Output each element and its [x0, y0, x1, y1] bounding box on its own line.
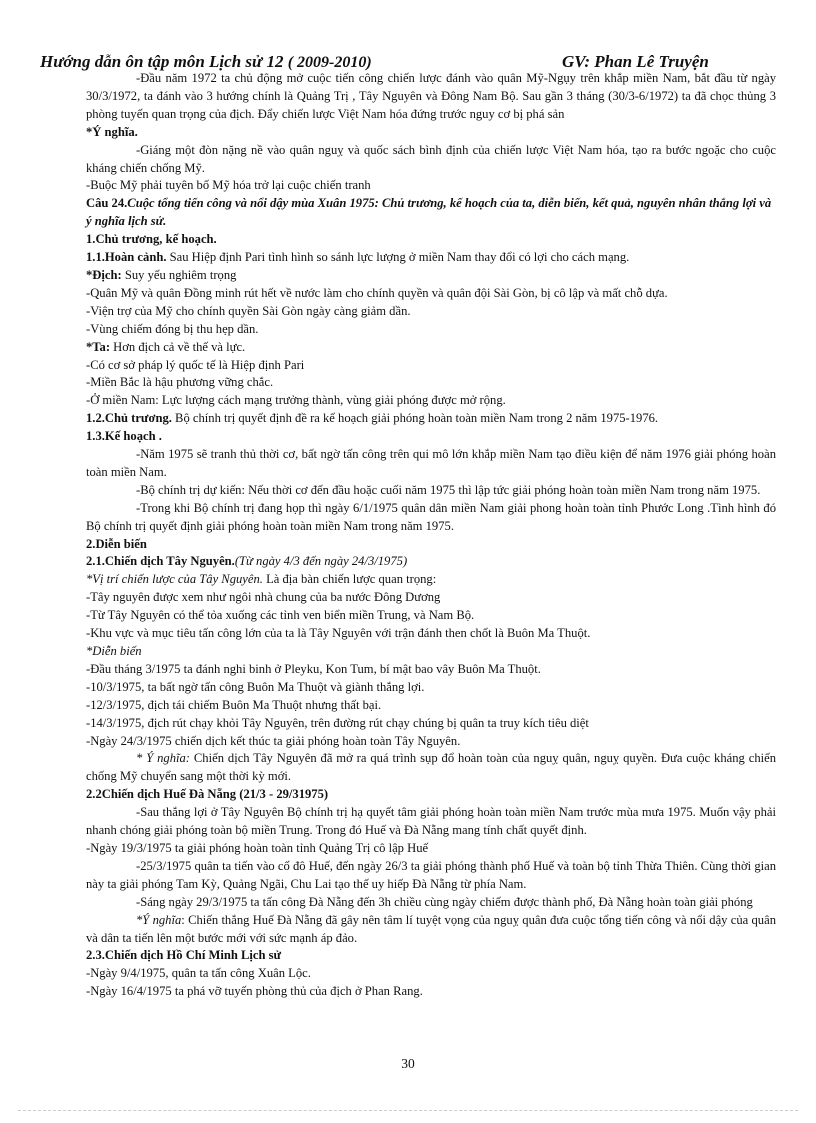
list-item: -10/3/1975, ta bất ngờ tấn công Buôn Ma Thuột và giành thắng lợi.	[86, 679, 425, 694]
paragraph: -Buộc Mỹ phải tuyên bố Mỹ hóa trở lại cuộc chiến tranh	[86, 178, 371, 193]
question-24: Câu 24.Cuộc tổng tiến công và nổi dậy mùa Xuân 1975: Chủ trương, kế hoạch của ta, diễn biến, kết quả, nguyên nhân thắng lợi và ý nghĩa lịch sử.	[86, 196, 772, 229]
list-item: -Có cơ sở pháp lý quốc tế là Hiệp định Pari	[86, 357, 305, 372]
list-item: -Ngày 24/3/1975 chiến dịch kết thúc ta giải phóng hoàn toàn Tây Nguyên.	[86, 733, 461, 748]
header-course-title: Hướng dẫn ôn tập môn Lịch sử 12 ( 2009-2010)	[40, 52, 372, 71]
list-item: -Năm 1975 sẽ tranh thủ thời cơ, bất ngờ tấn công trên qui mô lớn khắp miền Nam tạo điều kiện để năm 1976 giải phóng hoàn toàn miền Nam.	[86, 447, 776, 479]
heading-y-nghia: *Ý nghĩa.	[86, 124, 138, 139]
list-item: -25/3/1975 quân ta tiến vào cố đô Huế, đến ngày 26/3 ta giải phóng thành phố Huế và toàn bộ tỉnh Thừa Thiên. Cùng thời gian này ta giải phóng Tam Kỳ, Quảng Ngãi, Chu Lai tạo thế uy hiếp Đà Nẵng từ phía Nam.	[86, 858, 776, 891]
list-item: -Vùng chiếm đóng bị thu hẹp dần.	[86, 321, 259, 336]
question-24-title: Cuộc tổng tiến công và nổi dậy mùa Xuân 1975: Chủ trương, kế hoạch của ta, diễn biến, kết quả, nguyên nhân thắng lợi và ý nghĩa lịch sử.	[86, 196, 772, 229]
paragraph: *Vị trí chiến lược của Tây Nguyên. Là địa bàn chiến lược quan trọng:	[86, 572, 437, 587]
list-item: -14/3/1975, địch rút chạy khỏi Tây Nguyên, trên đường rút chạy chúng bị quân ta truy kích tiêu diệt	[86, 715, 589, 730]
list-item: -Ngày 9/4/1975, quân ta tấn công Xuân Lộc.	[86, 966, 311, 981]
list-item: -Miền Bắc là hậu phương vững chắc.	[86, 375, 274, 390]
page-number: 30	[401, 1056, 415, 1071]
list-item: -Đầu tháng 3/1975 ta đánh nghi binh ở Pleyku, Kon Tum, bí mật bao vây Buôn Ma Thuột.	[86, 661, 541, 676]
paragraph: * Ý nghĩa: Chiến dịch Tây Nguyên đã mở ra quá trình sụp đổ hoàn toàn của nguỵ quân, nguỵ quyền. Đưa cuộc kháng chiến chống Mỹ chuyển sang một thời kỳ mới.	[86, 751, 776, 784]
list-item: -Sáng ngày 29/3/1975 ta tấn công Đà Nẵng đến 3h chiều cùng ngày chiếm được thành phố, Đà Nẵng hoàn toàn giải phóng	[136, 894, 753, 909]
list-item: -Trong khi Bộ chính trị đang họp thì ngày 6/1/1975 quân dân miền Nam giải phong hoàn toàn tỉnh Phước Long .Tình hình đó Bộ chính trị quyết định giải phóng hoàn toàn miền Nam trong năm 1975.	[86, 500, 776, 533]
paragraph: 1.1.Hoàn cảnh. Sau Hiệp định Pari tình hình so sánh lực lượng ở miền Nam thay đổi có lợi cho cách mạng.	[86, 250, 630, 265]
list-item: -Ngày 19/3/1975 ta giải phóng hoàn toàn tỉnh Quảng Trị cô lập Huế	[86, 840, 429, 855]
paragraph: *Địch: Suy yếu nghiêm trọng	[86, 267, 237, 282]
list-item: -Quân Mỹ và quân Đồng minh rút hết về nước làm cho chính quyền và quân đội Sài Gòn, bị cô lập và mất chỗ dựa.	[86, 285, 668, 300]
list-item: -Ngày 16/4/1975 ta phá vỡ tuyến phòng thủ của địch ở Phan Rang.	[86, 984, 423, 999]
paragraph: 1.2.Chủ trương. Bộ chính trị quyết định đề ra kế hoạch giải phóng hoàn toàn miền Nam trong 2 năm 1975-1976.	[86, 411, 659, 426]
paragraph: *Ý nghĩa: Chiến thắng Huế Đà Nẵng đã gây nên tâm lí tuyệt vọng của nguỵ quân đưa cuộc tổng tiến công và nổi dậy của quân và dân ta tiến lên một bước mới với sức mạnh áp đảo.	[86, 912, 776, 945]
paragraph: -Đầu năm 1972 ta chủ động mở cuộc tiến công chiến lược đánh vào quân Mỹ-Ngụy trên khắp miền Nam, bắt đầu từ ngày 30/3/1972, ta đánh vào 3 hướng chính là Quảng Trị , Tây Nguyên và Đông Nam Bộ. Sau gần 3 tháng (30/3-6/1972) ta đã chọc thủng 3 phòng tuyến quan trọng của địch. Đẩy chiến lược Việt Nam hóa đứng trước nguy cơ bị phá sản	[86, 71, 776, 121]
page-bottom-divider	[18, 1110, 798, 1111]
list-item: -Viện trợ của Mỹ cho chính quyền Sài Gòn ngày càng giảm dần.	[86, 303, 411, 318]
section-heading: 2.2Chiến dịch Huế Đà Nẵng (21/3 - 29/31975)	[86, 787, 329, 802]
list-item: -Ở miền Nam: Lực lượng cách mạng trưởng thành, vùng giải phóng được mở rộng.	[86, 393, 506, 408]
paragraph: *Ta: Hơn địch cả về thế và lực.	[86, 339, 246, 354]
document-body	[86, 70, 776, 1001]
header-teacher: GV: Phan Lê Truyện	[562, 52, 709, 71]
list-item: -Khu vực và mục tiêu tấn công lớn của ta là Tây Nguyên với trận đánh then chốt là Buôn Ma Thuột.	[86, 626, 591, 641]
section-heading: 2.1.Chiến dịch Tây Nguyên.(Từ ngày 4/3 đến ngày 24/3/1975)	[86, 554, 408, 569]
subheading: *Diễn biến	[86, 644, 142, 658]
section-heading: 2.3.Chiến dịch Hồ Chí Minh Lịch sử	[86, 948, 282, 963]
paragraph: -Giáng một đòn nặng nề vào quân nguỵ và quốc sách bình định của chiến lược Việt Nam hóa, tạo ra bước ngoặc cho cuộc kháng chiến chống Mỹ.	[86, 142, 776, 175]
list-item: -12/3/1975, địch tái chiếm Buôn Ma Thuột nhưng thất bại.	[86, 697, 382, 712]
list-item: -Bộ chính trị dự kiến: Nếu thời cơ đến đầu hoặc cuối năm 1975 thì lập tức giải phóng hoàn toàn miền Nam trong năm 1975.	[136, 482, 761, 497]
section-heading: 1.Chủ trương, kế hoạch.	[86, 232, 217, 247]
list-item: -Từ Tây Nguyên có thể tỏa xuống các tỉnh ven biển miền Trung, và Nam Bộ.	[86, 608, 475, 623]
section-heading: 2.Diễn biến	[86, 536, 147, 551]
header-year: ( 2009-2010)	[287, 54, 372, 71]
list-item: -Tây nguyên được xem như ngôi nhà chung của ba nước Đông Dương	[86, 590, 441, 605]
list-item: -Sau thắng lợi ở Tây Nguyên Bộ chính trị hạ quyết tâm giải phóng hoàn toàn miền Nam trước mùa mưa 1975. Muốn vậy phải nhanh chóng giải phóng toàn bộ miền Trung. Trong đó Huế và Đà Nẵng mang tính chất quyết định.	[86, 805, 776, 838]
section-heading: 1.3.Kế hoạch .	[86, 429, 162, 444]
